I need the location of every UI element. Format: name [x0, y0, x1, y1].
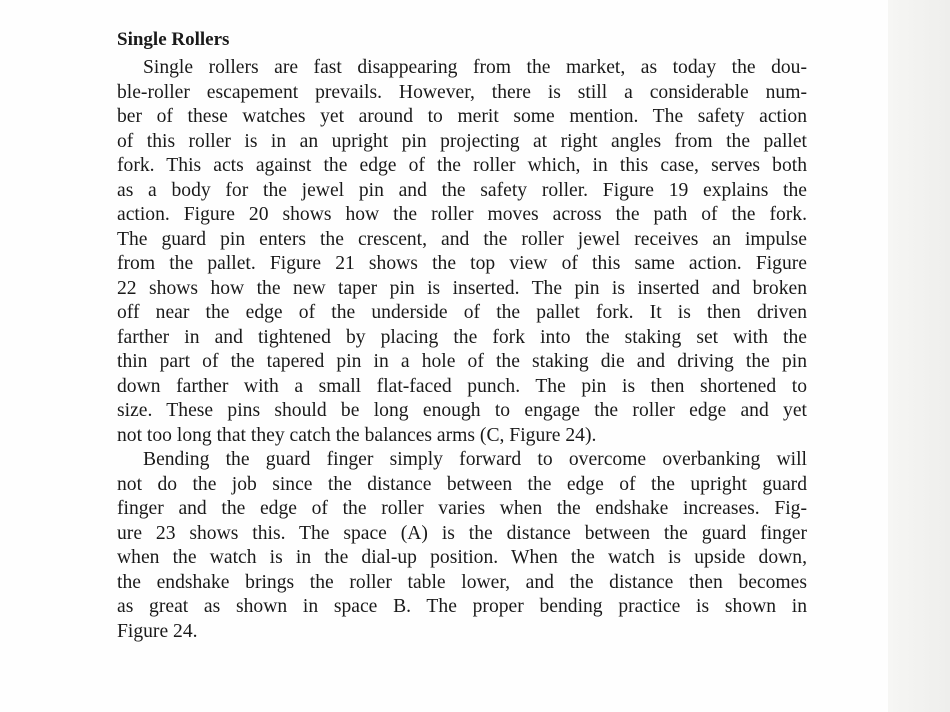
paragraph-line: ble-roller escapement prevails. However, there is still a considerable num-: [117, 81, 807, 103]
paragraph-line: size. These pins should be long enough to engage the roller edge and yet: [117, 400, 807, 421]
paragraph-line: Single rollers are fast disappearing from the market, as today the dou-: [143, 57, 807, 78]
paragraph-line: fork. This acts against the edge of the roller which, in this case, serves both: [117, 155, 807, 176]
paragraph-line: from the pallet. Figure 21 shows the top view of this same action. Figure: [117, 253, 807, 274]
paragraph-line: Figure 24.: [117, 620, 198, 642]
paragraph-line: The guard pin enters the crescent, and the roller jewel receives an impulse: [117, 228, 807, 250]
paragraph-line: of this roller is in an upright pin projecting at right angles from the pallet: [117, 130, 807, 152]
paragraph-line: not do the job since the distance between the edge of the upright guard: [117, 473, 807, 495]
paragraph-line: thin part of the tapered pin in a hole of the staking die and driving the pin: [117, 351, 807, 372]
text-block: [117, 28, 807, 644]
paragraph-line: finger and the edge of the roller varies when the endshake increases. Fig-: [117, 498, 807, 519]
paragraph-line: ber of these watches yet around to merit some mention. The safety action: [117, 106, 807, 127]
paragraph-line: action. Figure 20 shows how the roller moves across the path of the fork.: [117, 204, 807, 225]
page-edge-shadow: [888, 0, 950, 712]
paragraph-line: not too long that they catch the balances arms (C, Figure 24).: [117, 424, 597, 446]
section-heading: Single Rollers: [117, 29, 230, 50]
paragraph-2: [117, 448, 807, 644]
paragraph-line: ure 23 shows this. The space (A) is the distance between the guard finger: [117, 522, 807, 544]
paragraph-line: 22 shows how the new taper pin is inserted. The pin is inserted and broken: [117, 277, 807, 299]
paragraph-line: when the watch is in the dial-up position. When the watch is upside down,: [117, 547, 807, 568]
paragraph-line: as great as shown in space B. The proper bending practice is shown in: [117, 596, 807, 617]
paragraph-line: as a body for the jewel pin and the safety roller. Figure 19 explains the: [117, 179, 807, 201]
paragraph-line: the endshake brings the roller table lower, and the distance then becomes: [117, 571, 807, 593]
paragraph-line: Bending the guard finger simply forward to overcome overbanking will: [143, 449, 807, 470]
paragraph-1: [117, 56, 807, 448]
paragraph-line: down farther with a small flat-faced punch. The pin is then shortened to: [117, 375, 807, 397]
paragraph-line: off near the edge of the underside of the pallet fork. It is then driven: [117, 302, 807, 323]
paragraph-line: farther in and tightened by placing the fork into the staking set with the: [117, 326, 807, 348]
